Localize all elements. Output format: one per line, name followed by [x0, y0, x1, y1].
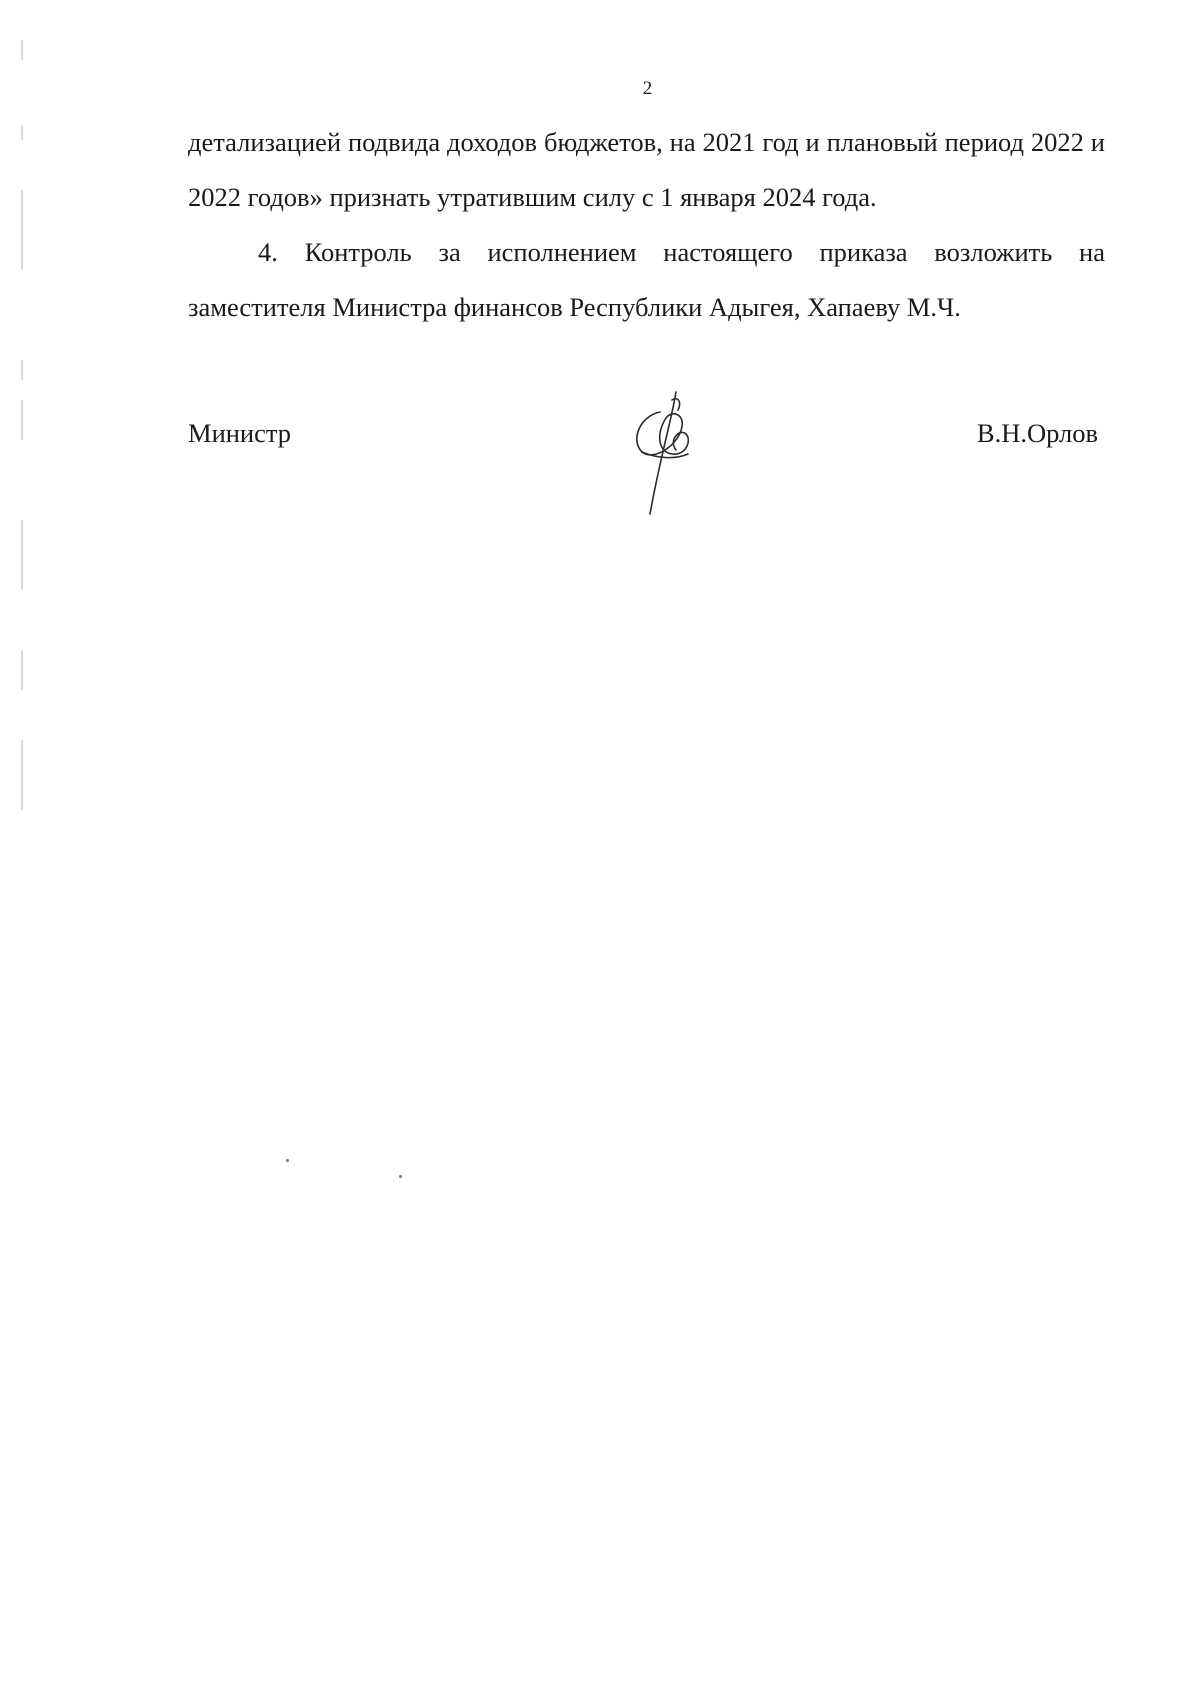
handwritten-signature-icon	[620, 388, 720, 518]
page-number: 2	[642, 78, 653, 99]
scan-speck	[286, 1159, 289, 1162]
paragraph-item-4: 4. Контроль за исполнением настоящего приказа возложить на заместителя Министра финансов Республики Адыгея, Хапаеву М.Ч.	[188, 237, 1105, 322]
scan-edge-marks	[20, 30, 26, 830]
scan-speck	[399, 1175, 402, 1178]
document-body	[188, 115, 1105, 335]
signatory-position: Министр	[188, 418, 292, 448]
signatory-name: В.Н.Орлов	[976, 418, 1098, 448]
paragraph-continued: детализацией подвида доходов бюджетов, на 2021 год и плановый период 2022 и 2022 годов» признать утратившим силу с 1 января 2024 года.	[188, 127, 1105, 212]
